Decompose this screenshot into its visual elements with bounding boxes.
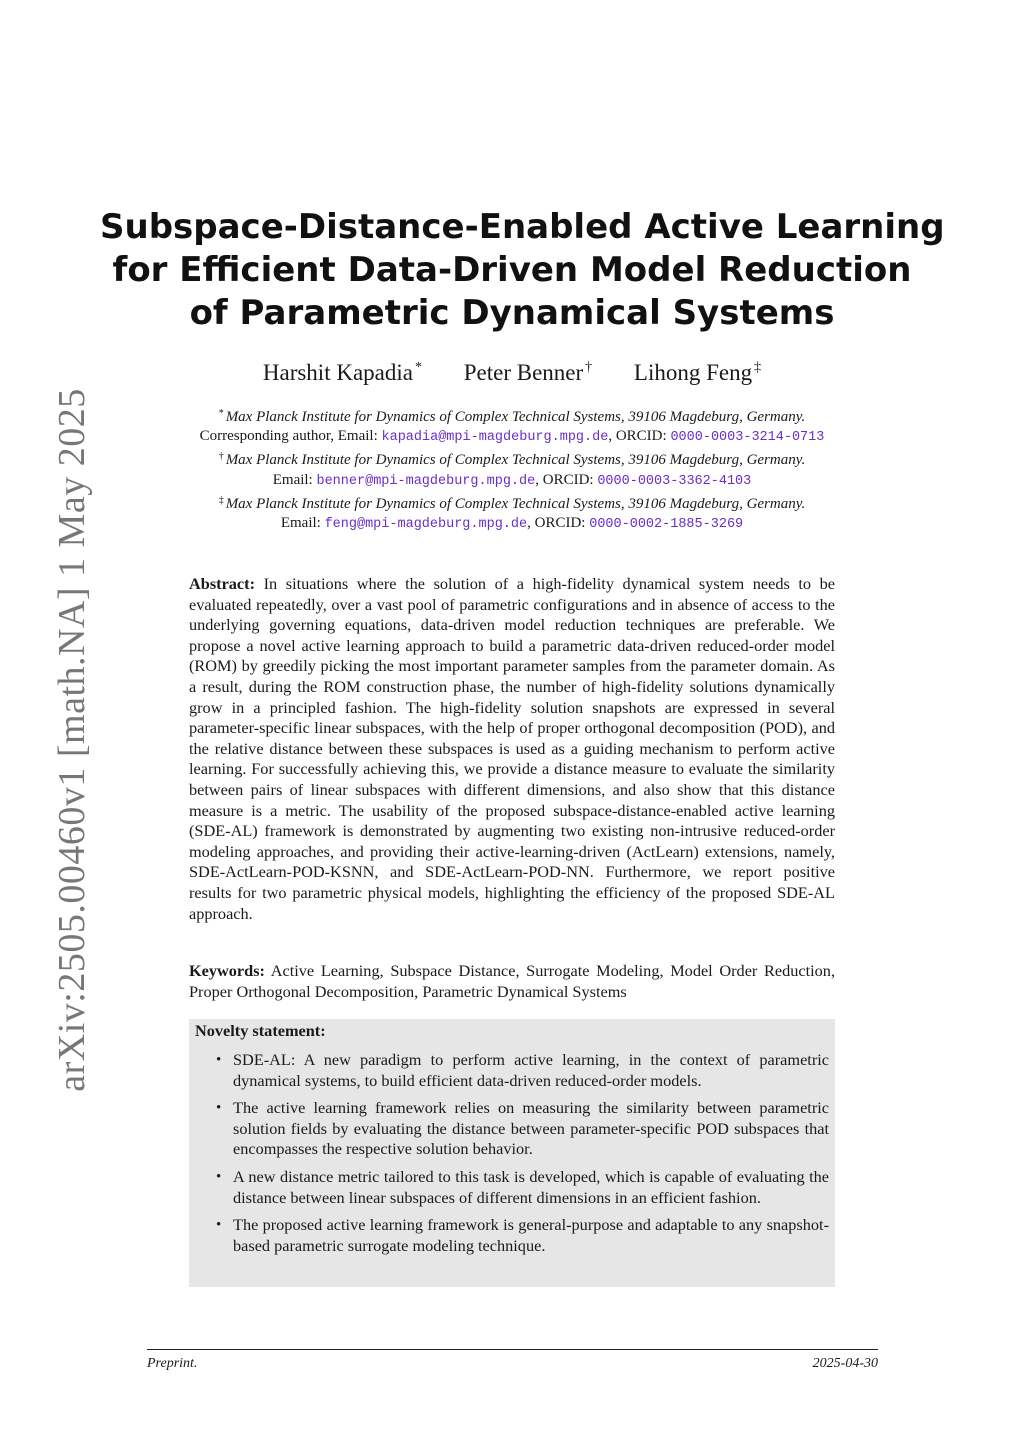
affiliation-institution: Max Planck Institute for Dynamics of Complex Technical Systems, 39106 Magdeburg, Germany. bbox=[225, 452, 806, 469]
novelty-heading: Novelty statement: bbox=[195, 1021, 326, 1040]
author bbox=[263, 360, 422, 386]
contact-line bbox=[100, 427, 924, 447]
affiliation-mark: † bbox=[218, 451, 224, 463]
keywords bbox=[189, 961, 835, 1002]
affiliation-mark: * bbox=[218, 408, 224, 419]
abstract-label: Abstract: bbox=[189, 574, 256, 593]
novelty-item bbox=[189, 1215, 835, 1256]
email-link[interactable]: benner@mpi-magdeburg.mpg.de bbox=[316, 473, 536, 489]
orcid-label: , ORCID: bbox=[608, 428, 667, 445]
novelty-item-text: SDE-AL: A new paradigm to perform active learning, in the context of parametric dynamical systems, to build efficient data-driven reduced-order models. bbox=[233, 1050, 829, 1090]
author-name: Peter Benner bbox=[463, 360, 584, 385]
author-list bbox=[0, 360, 1024, 386]
author bbox=[464, 360, 592, 386]
abstract bbox=[189, 574, 835, 924]
contact-prefix: Email: bbox=[280, 515, 321, 532]
title-line: for Efficient Data-Driven Model Reduction bbox=[112, 250, 912, 290]
keywords-text: Active Learning, Subspace Distance, Surrogate Modeling, Model Order Reduction, Proper Orthogonal Decomposition, Parametric Dynamical Systems bbox=[189, 961, 836, 1001]
bullet-icon: • bbox=[216, 1168, 222, 1185]
contact-line bbox=[100, 514, 924, 534]
email-link[interactable]: feng@mpi-magdeburg.mpg.de bbox=[324, 517, 528, 533]
author-mark: ‡ bbox=[754, 360, 762, 375]
affiliation-line bbox=[100, 447, 924, 470]
author-mark: * bbox=[414, 360, 422, 375]
keywords-label: Keywords: bbox=[189, 961, 265, 980]
email-link[interactable]: kapadia@mpi-magdeburg.mpg.de bbox=[381, 430, 609, 446]
bullet-icon: • bbox=[216, 1217, 222, 1234]
orcid-link[interactable]: 0000-0003-3214-0713 bbox=[670, 430, 825, 446]
contact-prefix: Email: bbox=[272, 471, 313, 488]
novelty-item-text: The proposed active learning framework is general-purpose and adaptable to any snapshot-based parametric surrogate modeling technique. bbox=[233, 1215, 829, 1255]
affiliation-line bbox=[100, 491, 924, 514]
orcid-link[interactable]: 0000-0003-3362-4103 bbox=[597, 473, 752, 489]
orcid-label: , ORCID: bbox=[535, 471, 594, 488]
author-name: Lihong Feng bbox=[633, 360, 753, 385]
affiliations bbox=[100, 404, 924, 534]
novelty-statement-box bbox=[189, 1019, 835, 1287]
orcid-label: , ORCID: bbox=[527, 515, 586, 532]
abstract-text: In situations where the solution of a high-fidelity dynamical system needs to be evaluated repeatedly, over a vast pool of parametric configurations and in absence of access to the underlying governing equations, data-driven model reduction techniques are preferable. We propose a novel active learning approach to build a parametric data-driven reduced-order model (ROM) by greedily picking the most important parameter samples from the parameter domain. As a result, during the ROM construction phase, the number of high-fidelity solutions dynamically grow in a principled fashion. The high-fidelity solution snapshots are expressed in several parameter-specific linear subspaces, with the help of proper orthogonal decomposition (POD), and the relative distance between these subspaces is used as a guiding mechanism to perform active learning. For successfully achieving this, we provide a distance measure to evaluate the similarity between pairs of linear subspaces with different dimensions, and also show that this distance measure is a metric. The usability of the proposed subspace-distance-enabled active learning (SDE-AL) framework is demonstrated by augmenting two existing non-intrusive reduced-order modeling approaches, and providing their active-learning-driven (ActLearn) extensions, namely, SDE-ActLearn-POD-KSNN, and SDE-ActLearn-POD-NN. Furthermore, we report positive results for two parametric physical models, highlighting the efficiency of the proposed SDE-AL approach. bbox=[189, 574, 835, 923]
footer-preprint-label: Preprint. bbox=[147, 1356, 198, 1371]
author bbox=[634, 360, 761, 386]
footer-date: 2025-04-30 bbox=[812, 1356, 878, 1371]
affiliation-institution: Max Planck Institute for Dynamics of Complex Technical Systems, 39106 Magdeburg, Germany. bbox=[225, 409, 806, 425]
author-mark: † bbox=[585, 360, 593, 375]
novelty-item bbox=[189, 1098, 835, 1160]
orcid-link[interactable]: 0000-0002-1885-3269 bbox=[589, 517, 744, 533]
novelty-item bbox=[189, 1167, 835, 1208]
bullet-icon: • bbox=[216, 1100, 222, 1117]
paper-title bbox=[100, 206, 945, 335]
author-name: Harshit Kapadia bbox=[262, 360, 413, 385]
title-line: Subspace-Distance-Enabled Active Learning bbox=[100, 207, 945, 247]
affiliation-institution: Max Planck Institute for Dynamics of Complex Technical Systems, 39106 Magdeburg, Germany. bbox=[225, 495, 806, 512]
affiliation-mark: ‡ bbox=[218, 494, 224, 506]
novelty-item-text: A new distance metric tailored to this task is developed, which is capable of evaluating the distance between linear subspaces of different dimensions in an efficient fashion. bbox=[233, 1166, 829, 1207]
affiliation-line bbox=[100, 404, 924, 427]
arxiv-identifier: arXiv:2505.00460v1 [math.NA] 1 May 2025 bbox=[51, 388, 93, 1092]
novelty-list bbox=[189, 1050, 835, 1263]
bullet-icon: • bbox=[216, 1052, 222, 1068]
footer-rule bbox=[147, 1349, 878, 1350]
contact-line bbox=[100, 471, 924, 491]
novelty-item-text: The active learning framework relies on measuring the similarity between parametric solution fields by evaluating the distance between parameter-specific POD subspaces that encompasses the respective solution behavior. bbox=[233, 1098, 829, 1159]
title-line: of Parametric Dynamical Systems bbox=[189, 293, 835, 333]
contact-prefix: Corresponding author, Email: bbox=[199, 428, 378, 445]
novelty-item bbox=[189, 1050, 835, 1091]
